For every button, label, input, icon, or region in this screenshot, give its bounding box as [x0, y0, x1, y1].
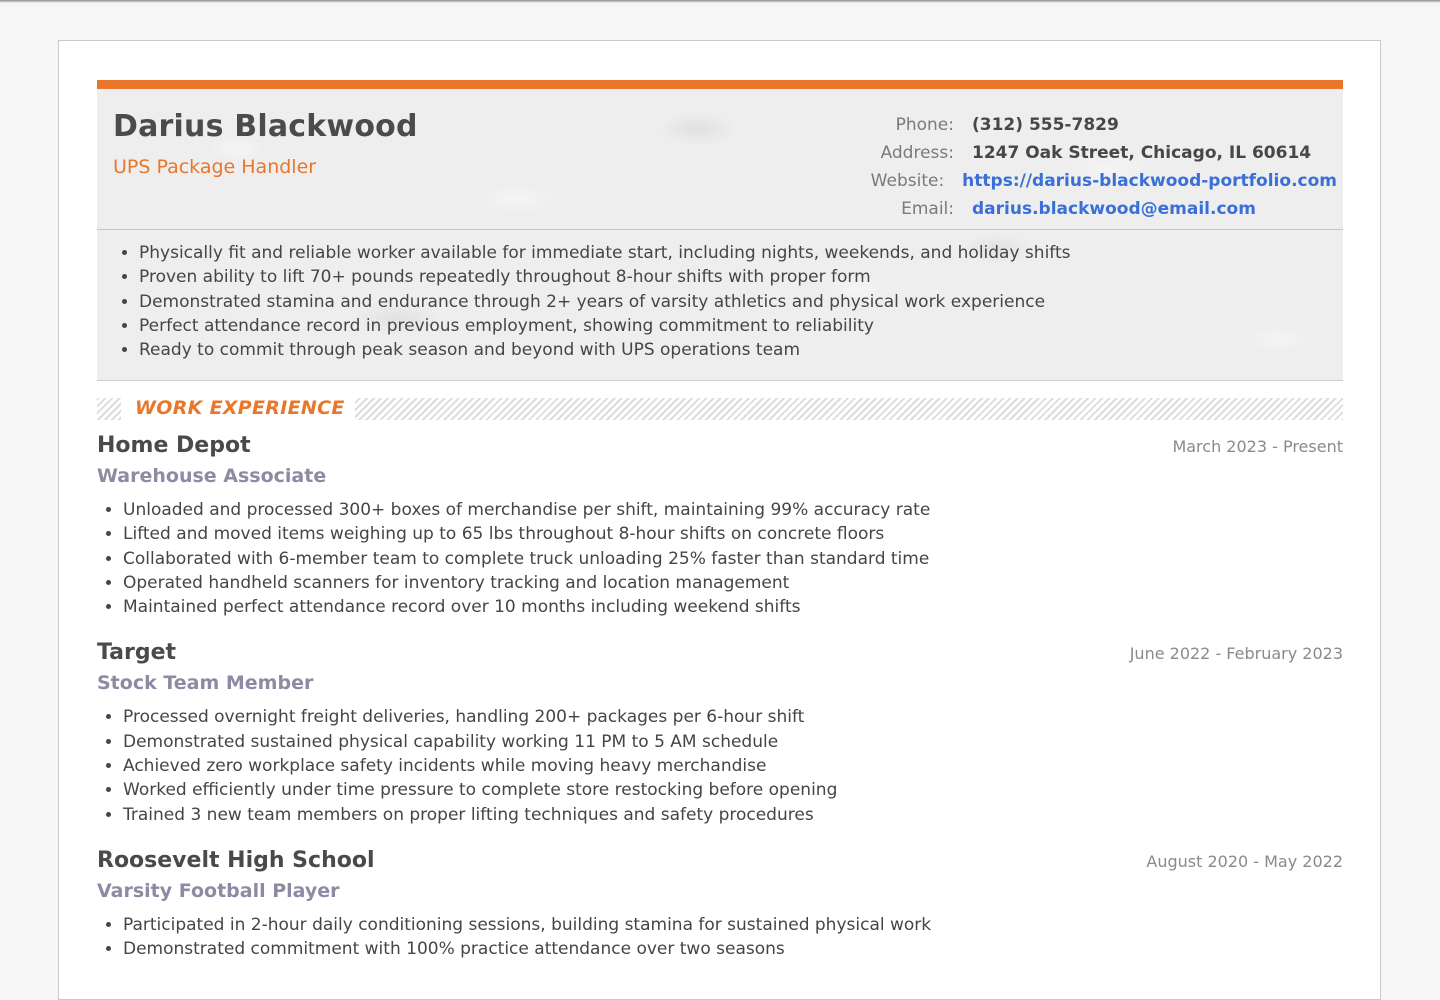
summary-item: • Proven ability to lift 70+ pounds repeatedly throughout 8-hour shifts with proper form: [139, 265, 1071, 289]
contact-website: [837, 167, 1337, 195]
contact-email: [837, 195, 1337, 223]
job-company: Home Depot: [97, 433, 251, 458]
job-bullet: • Demonstrated sustained physical capability working 11 PM to 5 AM schedule: [123, 730, 1343, 754]
window-top-edge: [0, 0, 1440, 3]
job-company: Roosevelt High School: [97, 847, 375, 873]
candidate-name: Darius Blackwood: [113, 109, 418, 144]
job-bullet: • Demonstrated commitment with 100% practice attendance over two seasons: [123, 937, 1343, 961]
contact-address: [837, 139, 1337, 167]
job-dates: June 2022 - February 2023: [1129, 644, 1343, 664]
job-bullet: • Unloaded and processed 300+ boxes of merchandise per shift, maintaining 99% accuracy rate: [123, 498, 1343, 522]
job-bullet: • Processed overnight freight deliveries, handling 200+ packages per 6-hour shift: [123, 705, 1343, 729]
summary-item: • Ready to commit through peak season and beyond with UPS operations team: [139, 338, 1071, 362]
header-bottom-border: [97, 380, 1343, 381]
job-bullet-list: [97, 913, 1343, 962]
contact-info: [837, 111, 1337, 223]
summary-item: • Demonstrated stamina and endurance through 2+ years of varsity athletics and physical work experience: [139, 290, 1071, 314]
job-title: Warehouse Associate: [97, 465, 327, 487]
job-entry: [97, 637, 1343, 826]
header-divider: [97, 229, 1343, 230]
email-link[interactable]: darius.blackwood@email.com: [972, 199, 1256, 219]
job-title: Stock Team Member: [97, 672, 314, 695]
job-company: Target: [97, 640, 177, 666]
website-link[interactable]: https://darius-blackwood-portfolio.com: [962, 171, 1337, 191]
job-entry: [97, 845, 1343, 962]
job-bullet: • Trained 3 new team members on proper lifting techniques and safety procedures: [123, 803, 1343, 827]
job-bullet-list: [97, 705, 1343, 826]
contact-label: Address:: [880, 143, 954, 163]
address-value: 1247 Oak Street, Chicago, IL 60614: [972, 143, 1312, 163]
phone-value: (312) 555-7829: [972, 115, 1119, 135]
resume-content: [97, 80, 1343, 962]
job-bullet: • Participated in 2-hour daily conditioning sessions, building stamina for sustained physical work: [123, 913, 1343, 937]
job-bullet: • Worked efficiently under time pressure to complete store restocking before opening: [123, 778, 1343, 802]
job-bullet: • Maintained perfect attendance record over 10 months including weekend shifts: [123, 595, 1343, 619]
job-bullet: • Collaborated with 6-member team to complete truck unloading 25% faster than standard time: [123, 547, 1343, 571]
summary-list: [97, 241, 1071, 362]
resume-header: [97, 89, 1343, 381]
contact-phone: [837, 111, 1337, 139]
section-title: WORK EXPERIENCE: [121, 394, 355, 422]
job-bullet-list: [97, 498, 1343, 619]
contact-label: Email:: [901, 199, 954, 219]
contact-label: Phone:: [895, 115, 954, 135]
summary-item: • Perfect attendance record in previous employment, showing commitment to reliability: [139, 314, 1071, 338]
job-entry: [97, 430, 1343, 619]
job-bullet: • Lifted and moved items weighing up to 65 lbs throughout 8-hour shifts on concrete floors: [123, 522, 1343, 546]
job-bullet: • Achieved zero workplace safety incidents while moving heavy merchandise: [123, 754, 1343, 778]
job-bullet: • Operated handheld scanners for inventory tracking and location management: [123, 571, 1343, 595]
job-title: Varsity Football Player: [97, 879, 340, 902]
job-dates: August 2020 - May 2022: [1146, 851, 1343, 871]
candidate-role: UPS Package Handler: [113, 156, 317, 178]
job-dates: March 2023 - Present: [1172, 437, 1343, 456]
work-experience-section-header: [97, 398, 1343, 420]
accent-bar: [97, 80, 1343, 89]
summary-item: • Physically fit and reliable worker available for immediate start, including nights, weekends, and holiday shifts: [139, 241, 1071, 265]
contact-label: Website:: [870, 171, 945, 191]
resume-page: [58, 40, 1381, 1000]
